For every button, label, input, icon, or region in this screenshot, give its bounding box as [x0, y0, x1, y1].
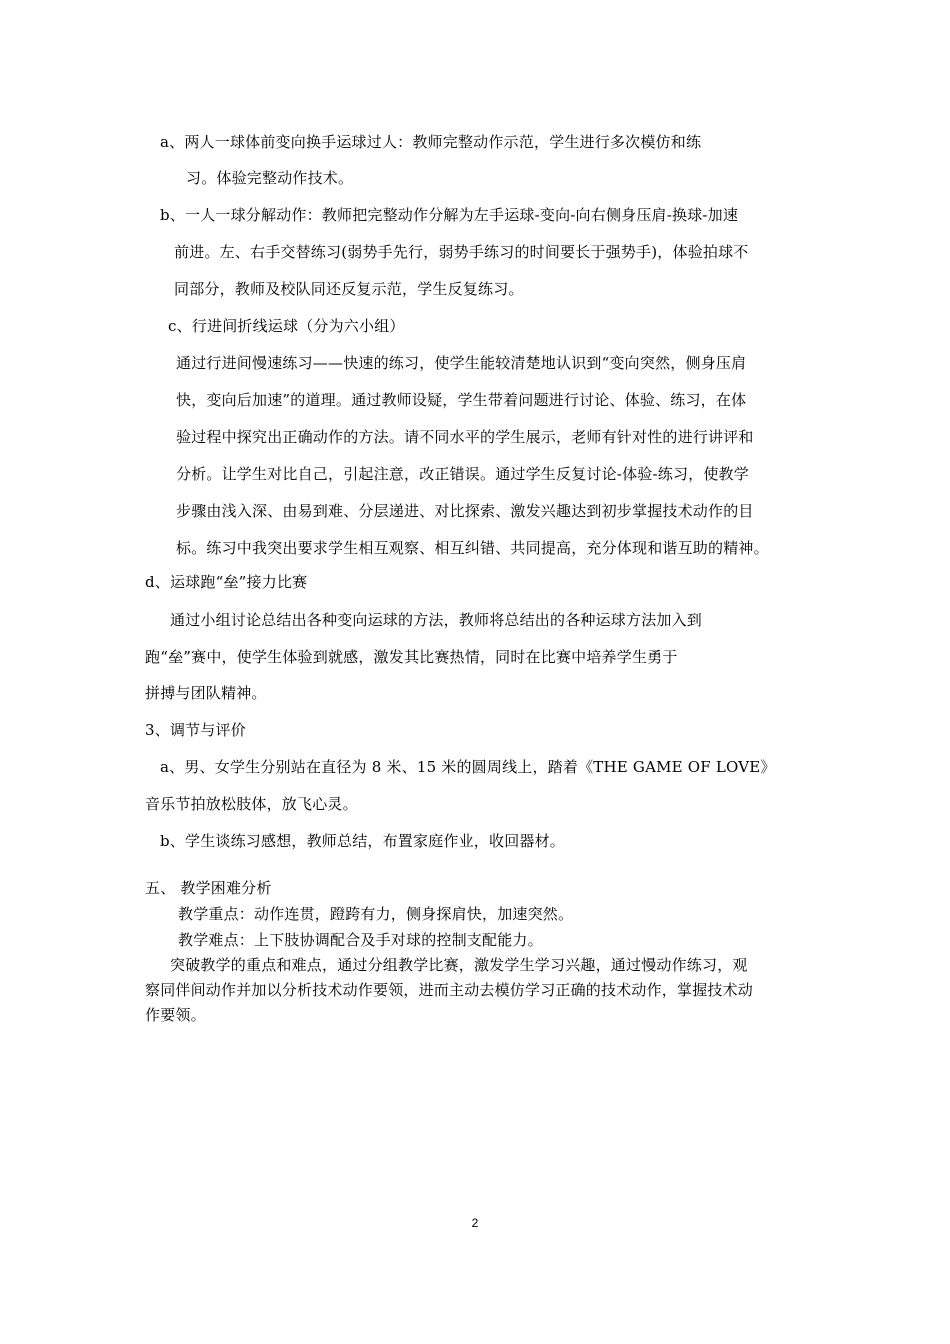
- teaching-key-points: 教学重点：动作连贯，蹬跨有力，侧身探肩快，加速突然。: [178, 905, 574, 923]
- item-a-line-1: a、两人一球体前变向换手运球过人：教师完整动作示范，学生进行多次模仿和练: [160, 133, 702, 151]
- item-b-line-3: 同部分，教师及校队同还反复示范，学生反复练习。: [174, 280, 524, 298]
- page-number: 2: [471, 1216, 479, 1230]
- analysis-line-1: 突破教学的重点和难点，通过分组教学比赛，激发学生学习兴趣，通过慢动作练习，观: [170, 956, 748, 974]
- section-5-heading: 五、 教学困难分析: [145, 879, 272, 897]
- item-e-line-3: b、学生谈练习感想，教师总结，布置家庭作业，收回器材。: [160, 832, 566, 850]
- item-c-line-4: 验过程中探究出正确动作的方法。请不同水平的学生展示，老师有针对性的进行讲评和: [176, 428, 754, 446]
- analysis-line-3: 作要领。: [145, 1006, 206, 1024]
- item-c-heading: c、行进间折线运球（分为六小组）: [168, 317, 405, 335]
- item-c-line-7: 标。练习中我突出要求学生相互观察、相互纠错、共同提高，充分体现和谐互助的精神。: [176, 539, 769, 557]
- item-d-heading: d、运球跑“垒”接力比赛: [145, 573, 308, 591]
- section-3-heading: 3、调节与评价: [145, 721, 246, 739]
- item-d-line-4: 拼搏与团队精神。: [145, 684, 267, 702]
- item-b-line-2: 前进。左、右手交替练习(弱势手先行，弱势手练习的时间要长于强势手)，体验拍球不: [174, 243, 749, 261]
- item-b-line-1: b、一人一球分解动作：教师把完整动作分解为左手运球-变向-向右侧身压肩-换球-加速: [160, 206, 739, 224]
- item-a-line-2: 习。体验完整动作技术。: [186, 169, 354, 187]
- item-c-line-3: 快，变向后加速”的道理。通过教师设疑，学生带着问题进行讨论、体验、练习，在体: [176, 391, 747, 409]
- item-c-line-2: 通过行进间慢速练习——快速的练习，使学生能较清楚地认识到“变向突然，侧身压肩: [176, 354, 747, 372]
- item-d-line-2: 通过小组讨论总结出各种变向运球的方法，教师将总结出的各种运球方法加入到: [170, 611, 703, 629]
- item-e-line-2: 音乐节拍放松肢体，放飞心灵。: [145, 795, 358, 813]
- item-c-line-6: 步骤由浅入深、由易到难、分层递进、对比探索、激发兴趣达到初步掌握技术动作的目: [176, 502, 754, 520]
- item-d-line-3: 跑“垒”赛中，使学生体验到就感，激发其比赛热情，同时在比赛中培养学生勇于: [145, 648, 678, 666]
- analysis-line-2: 察同伴间动作并加以分析技术动作要领，进而主动去模仿学习正确的技术动作，掌握技术动: [145, 981, 754, 999]
- item-c-line-5: 分析。让学生对比自己，引起注意，改正错误。通过学生反复讨论-体验-练习，使教学: [176, 465, 749, 483]
- item-e-line-1: a、男、女学生分别站在直径为 8 米、15 米的圆周线上，踏着《THE GAME OF LOVE》: [160, 758, 776, 776]
- teaching-difficulties: 教学难点：上下肢协调配合及手对球的控制支配能力。: [178, 931, 543, 949]
